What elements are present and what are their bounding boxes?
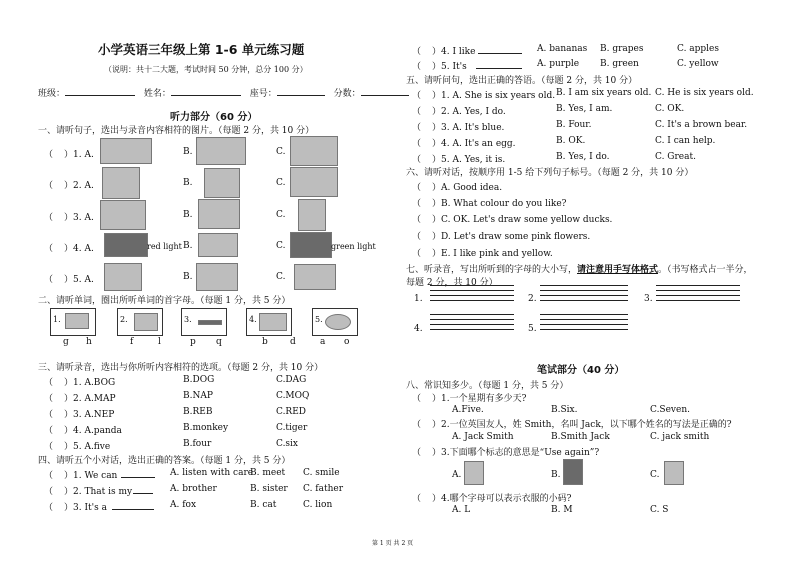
- writing-section-title: 笔试部分（40 分）: [537, 365, 625, 376]
- q2-letter-a[interactable]: f: [130, 337, 134, 347]
- name-field[interactable]: [171, 86, 241, 96]
- seat-label: 座号：: [249, 89, 277, 99]
- q1-b: B.: [183, 210, 193, 220]
- q2-letter-b[interactable]: h: [86, 337, 92, 347]
- q2-letter-b[interactable]: q: [216, 337, 222, 347]
- q1-num: ）3. A.: [64, 213, 94, 223]
- q1-c: C.: [276, 147, 286, 157]
- score-field[interactable]: [361, 86, 409, 96]
- page-footer: 第 1 页 共 2 页: [372, 540, 414, 547]
- q1-b: B.: [183, 178, 193, 188]
- elephant-picture[interactable]: [196, 263, 238, 291]
- q1-paren: （: [44, 275, 54, 285]
- children-picture[interactable]: [198, 199, 240, 229]
- q1-num: ）2. A.: [64, 181, 94, 191]
- q2-item-2[interactable]: 2.: [117, 308, 163, 336]
- q2-letter-a[interactable]: a: [320, 337, 326, 347]
- q7-heading: 七、听录音，写出所听到的字母的大小写，请注意用手写体格式。（书写格式占一半分，: [406, 265, 753, 275]
- recycle-bin-icon[interactable]: [464, 461, 484, 485]
- score-label: 分数：: [333, 89, 361, 99]
- info-row: [38, 86, 409, 99]
- q1-green-light-label: green light: [331, 242, 376, 251]
- q1-paren: （: [44, 150, 54, 160]
- exam-note: （说明：共十二大题，考试时间 50 分钟，总分 100 分）: [104, 65, 308, 74]
- cap-picture[interactable]: [198, 233, 238, 257]
- q1-c: C.: [276, 178, 286, 188]
- lion-picture[interactable]: [294, 264, 336, 290]
- fish-picture[interactable]: [100, 138, 152, 164]
- answer-blank[interactable]: [478, 53, 522, 54]
- q2-item-5[interactable]: 5.: [312, 308, 358, 336]
- girl-picture[interactable]: [102, 167, 140, 199]
- q1-num: ）1. A.: [64, 150, 94, 160]
- name-label: 姓名：: [143, 89, 171, 99]
- answer-blank[interactable]: [476, 68, 522, 69]
- q1-c: C.: [276, 241, 286, 251]
- q1-c: C.: [276, 210, 286, 220]
- slide-icon: [134, 313, 158, 331]
- class-field[interactable]: [65, 86, 135, 96]
- q1-paren: （: [44, 181, 54, 191]
- q5-heading: 五、请听问句，选出正确的答语。（每题 2 分，共 10 分）: [406, 76, 638, 86]
- q2-item-3[interactable]: 3.: [181, 308, 227, 336]
- page-title: 小学英语三年级上第 1-6 单元练习题: [98, 42, 305, 57]
- traffic-light-picture[interactable]: [104, 233, 148, 257]
- boy-picture[interactable]: [204, 168, 240, 198]
- q1-red-light-label: red light: [147, 242, 182, 251]
- trash-bin-icon[interactable]: [563, 459, 583, 485]
- q1-num: ）4. A.: [64, 244, 94, 254]
- q1-paren: （: [44, 244, 54, 254]
- q2-letter-a[interactable]: b: [262, 337, 268, 347]
- book-icon: [259, 313, 287, 331]
- q1-heading: 一、请听句子，选出与录音内容相符的图片。（每题 2 分，共 10 分）: [38, 126, 315, 136]
- rabbits-picture[interactable]: [290, 136, 338, 166]
- kids-picture[interactable]: [100, 200, 146, 230]
- q7-heading-cont: 每题 2 分，共 10 分）: [406, 278, 498, 288]
- listening-section-title: 听力部分（60 分）: [170, 112, 258, 123]
- orange-icon: [325, 314, 351, 330]
- q1-paren: （: [44, 213, 54, 223]
- q2-letter-a[interactable]: g: [63, 337, 69, 347]
- q3-heading: 三、请听录音，选出与你所听内容相符的选项。（每题 2 分，共 10 分）: [38, 363, 324, 373]
- q2-letter-b[interactable]: d: [290, 337, 296, 347]
- answer-blank[interactable]: [133, 493, 153, 494]
- pen-icon: [198, 320, 222, 325]
- q8-heading: 八、常识知多少。（每题 1 分，共 5 分）: [406, 381, 569, 391]
- class-label: 班级：: [38, 89, 66, 99]
- tree-picture[interactable]: [298, 199, 326, 231]
- q1-b: B.: [183, 147, 193, 157]
- q2-heading: 二、请听单词，圈出所听单词的首字母。（每题 1 分，共 5 分）: [38, 296, 291, 306]
- bird-picture[interactable]: [104, 263, 142, 291]
- answer-blank[interactable]: [121, 477, 155, 478]
- q2-letter-b[interactable]: l: [158, 337, 161, 347]
- q1-c: C.: [276, 272, 286, 282]
- q1-b: B.: [183, 272, 193, 282]
- waste-bin-icon[interactable]: [664, 461, 684, 485]
- q2-item-4[interactable]: 4.: [246, 308, 292, 336]
- people-picture[interactable]: [290, 167, 338, 197]
- q4-heading: 四、请听五个小对话，选出正确的答案。（每题 1 分，共 5 分）: [38, 456, 291, 466]
- answer-blank[interactable]: [112, 509, 154, 510]
- traffic-light-picture[interactable]: [290, 232, 332, 258]
- family-picture[interactable]: [196, 137, 246, 165]
- q1-num: ）5. A.: [64, 275, 94, 285]
- q2-letter-b[interactable]: o: [344, 337, 350, 347]
- seat-field[interactable]: [277, 86, 325, 96]
- q1-b: B.: [183, 241, 193, 251]
- q2-item-1[interactable]: 1.: [50, 308, 96, 336]
- q6-heading: 六、请听对话，按顺序用 1-5 给下列句子标号。（每题 2 分，共 10 分）: [406, 168, 694, 178]
- hat-icon: [65, 313, 89, 329]
- q2-letter-a[interactable]: p: [190, 337, 196, 347]
